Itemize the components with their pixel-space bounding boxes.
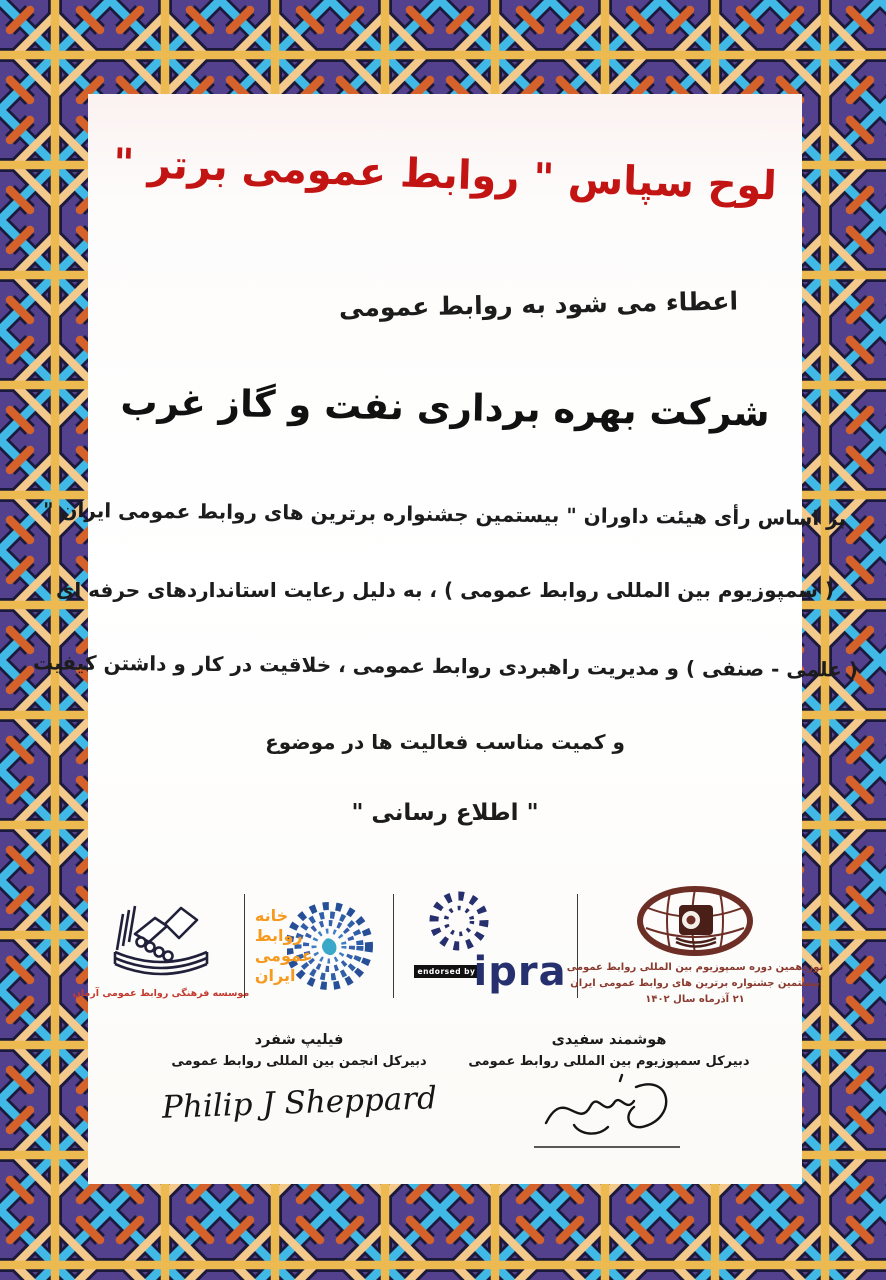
certificate-paper: [32, 94, 858, 1184]
body-line: ( سمپوزیوم بین المللی روابط عمومی ) ، به دلیل رعایت استانداردهای حرفه ای: [55, 578, 835, 602]
symposium-date-line: ۲۱ آذرماه سال ۱۴۰۲: [645, 994, 745, 1005]
globe-camera-icon: [634, 884, 756, 958]
logo-divider: [244, 894, 245, 998]
signature-block-sefidi: [468, 1032, 750, 1155]
signer-title: دبیرکل انجمن بین المللی روابط عمومی: [171, 1054, 427, 1069]
ipra-wordmark: ipra: [473, 949, 567, 995]
pr-house-line: عمومی: [254, 946, 313, 965]
symposium-caption-line: بیستمین جشنواره برترین های روابط عمومی ایران: [570, 978, 820, 989]
award-topic: " اطلاع رسانی ": [351, 800, 539, 826]
arman-institute-logo: [72, 894, 250, 999]
iran-pr-house-logo: [255, 896, 383, 996]
pr-house-line: ایران: [254, 966, 296, 985]
ipra-logo: [404, 886, 568, 1006]
signer-title: دبیرکل سمپوزیوم بین المللی روابط عمومی: [468, 1054, 750, 1069]
body-line: و کمیت مناسب فعالیت ها در موضوع: [265, 730, 625, 754]
certificate-body: [32, 497, 858, 826]
symposium-captions: [567, 960, 824, 1008]
sheppard-autograph: Philip J Sheppard: [160, 1080, 438, 1126]
arman-logo-caption: موسسه فرهنگی روابط عمومی آرمان: [72, 987, 250, 999]
signer-name: هوشمند سفیدی: [551, 1032, 667, 1048]
symposium-caption-line: نوزدهمین دوره سمپوزیوم بین المللی روابط عمومی: [566, 962, 824, 973]
body-line: ( علمی - صنفی ) و مدیریت راهبردی روابط عمومی ، خلاقیت در کار و داشتن کیفیت: [32, 650, 858, 682]
pr-house-wordmark: [255, 906, 313, 986]
certificate-title: لوح سپاس " روابط عمومی برتر ": [112, 140, 778, 210]
signature-block-sheppard: [154, 1032, 444, 1126]
logo-divider: [393, 894, 394, 998]
logos-row: [72, 876, 824, 1016]
recipient-name: شرکت بهره برداری نفت و گاز غرب: [120, 380, 770, 435]
awarded-to-line: اعطاء می شود به روابط عمومی: [338, 286, 739, 323]
body-line: بر اساس رأی هیئت داوران " بیستمین جشنواره برترین های روابط عمومی ایران ": [43, 497, 847, 531]
signer-name: فیلیپ شفرد: [254, 1032, 344, 1048]
endorsed-by-label: endorsed by: [414, 965, 480, 978]
handwritten-signature-icon: [524, 1071, 694, 1155]
signatures-row: [88, 1024, 802, 1184]
pr-house-line: روابط: [254, 926, 303, 945]
ipra-dotted-ring-icon: [426, 888, 492, 954]
book-handshake-icon: [101, 894, 221, 986]
pr-house-line: خانه: [254, 906, 289, 925]
symposium-logo: [566, 884, 824, 1008]
